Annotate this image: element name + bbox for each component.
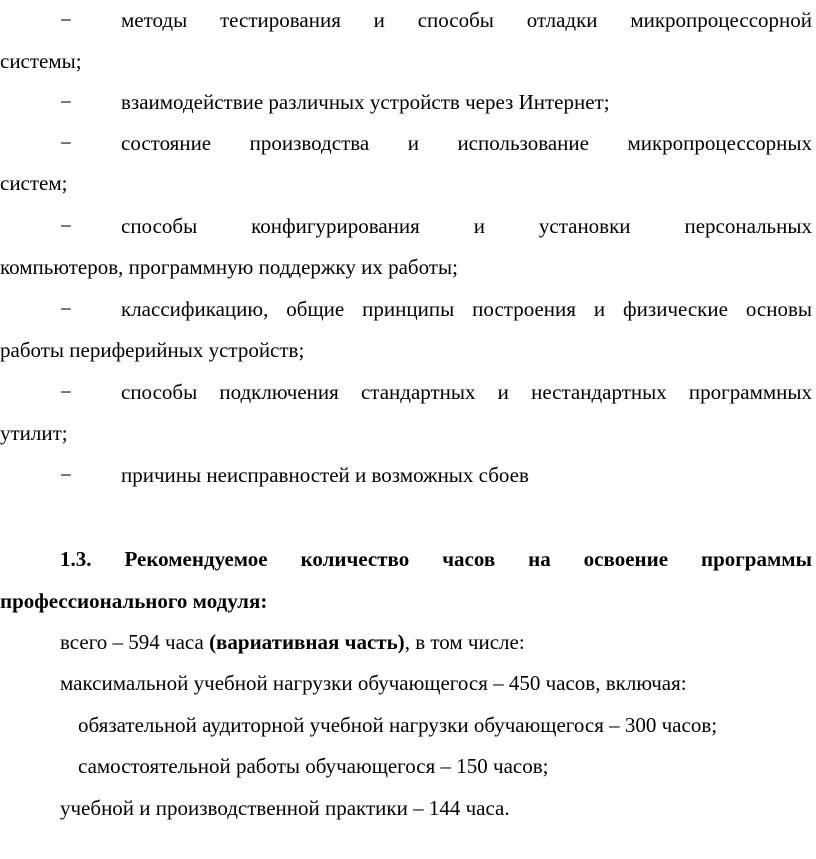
hours-max-load — [0, 668, 812, 698]
hours-practice — [0, 793, 812, 823]
list-item — [0, 377, 812, 407]
section-heading-line1: 1.3. Рекомендуемое количество часов на освоение программы — [60, 547, 812, 571]
hours-practice-text: учебной и производственной практики – 144 часа. — [60, 796, 510, 820]
list-item — [0, 294, 812, 324]
hours-independent — [0, 751, 812, 781]
list-item-continuation — [0, 252, 812, 282]
section-heading — [0, 544, 812, 574]
hours-total-suffix: , в том числе: — [404, 630, 525, 654]
list-marker: − — [60, 380, 72, 404]
list-item — [0, 128, 812, 158]
hours-mandatory — [0, 710, 812, 740]
list-item — [0, 460, 812, 490]
list-marker: − — [60, 214, 72, 238]
list-item-text: причины неисправностей и возможных сбоев — [121, 463, 529, 487]
list-item-continuation — [0, 335, 812, 365]
list-item-continuation — [0, 46, 812, 76]
list-marker: − — [60, 463, 72, 487]
list-marker: − — [60, 8, 72, 32]
list-item — [0, 211, 812, 241]
list-item-text: состояние производства и использование микропроцессорных — [121, 131, 812, 155]
hours-independent-text: самостоятельной работы обучающегося – 150 часов; — [78, 754, 549, 778]
list-item-continuation — [0, 418, 812, 448]
list-item-text: методы тестирования и способы отладки микропроцессорной — [121, 8, 812, 32]
list-item-text-cont: работы периферийных устройств; — [0, 338, 305, 362]
hours-mandatory-text: обязательной аудиторной учебной нагрузки обучающегося – 300 часов; — [78, 713, 718, 737]
list-marker: − — [60, 90, 72, 114]
list-item — [0, 5, 812, 35]
list-item-text: классификацию, общие принципы построения и физические основы — [121, 297, 812, 321]
list-item-text-cont: утилит; — [0, 421, 68, 445]
list-item-text: взаимодействие различных устройств через Интернет; — [121, 90, 610, 114]
hours-total-line — [60, 627, 525, 657]
list-marker: − — [60, 131, 72, 155]
hours-total-variative: (вариативная часть) — [209, 630, 405, 654]
list-item-text-cont: систем; — [0, 171, 68, 195]
hours-max-load-text: максимальной учебной нагрузки обучающегося – 450 часов, включая: — [60, 671, 687, 695]
list-item-text-cont: системы; — [0, 49, 82, 73]
list-marker: − — [60, 297, 72, 321]
list-item — [0, 87, 812, 117]
hours-total-prefix: всего – 594 часа — [60, 630, 210, 654]
list-item-text: способы конфигурирования и установки персональных — [121, 214, 812, 238]
section-heading-line2: профессионального модуля: — [0, 589, 268, 613]
list-item-continuation — [0, 168, 812, 198]
list-item-text: способы подключения стандартных и нестандартных программных — [121, 380, 812, 404]
list-item-text-cont: компьютеров, программную поддержку их работы; — [0, 255, 458, 279]
hours-total — [0, 627, 812, 657]
section-heading-continuation — [0, 586, 812, 616]
